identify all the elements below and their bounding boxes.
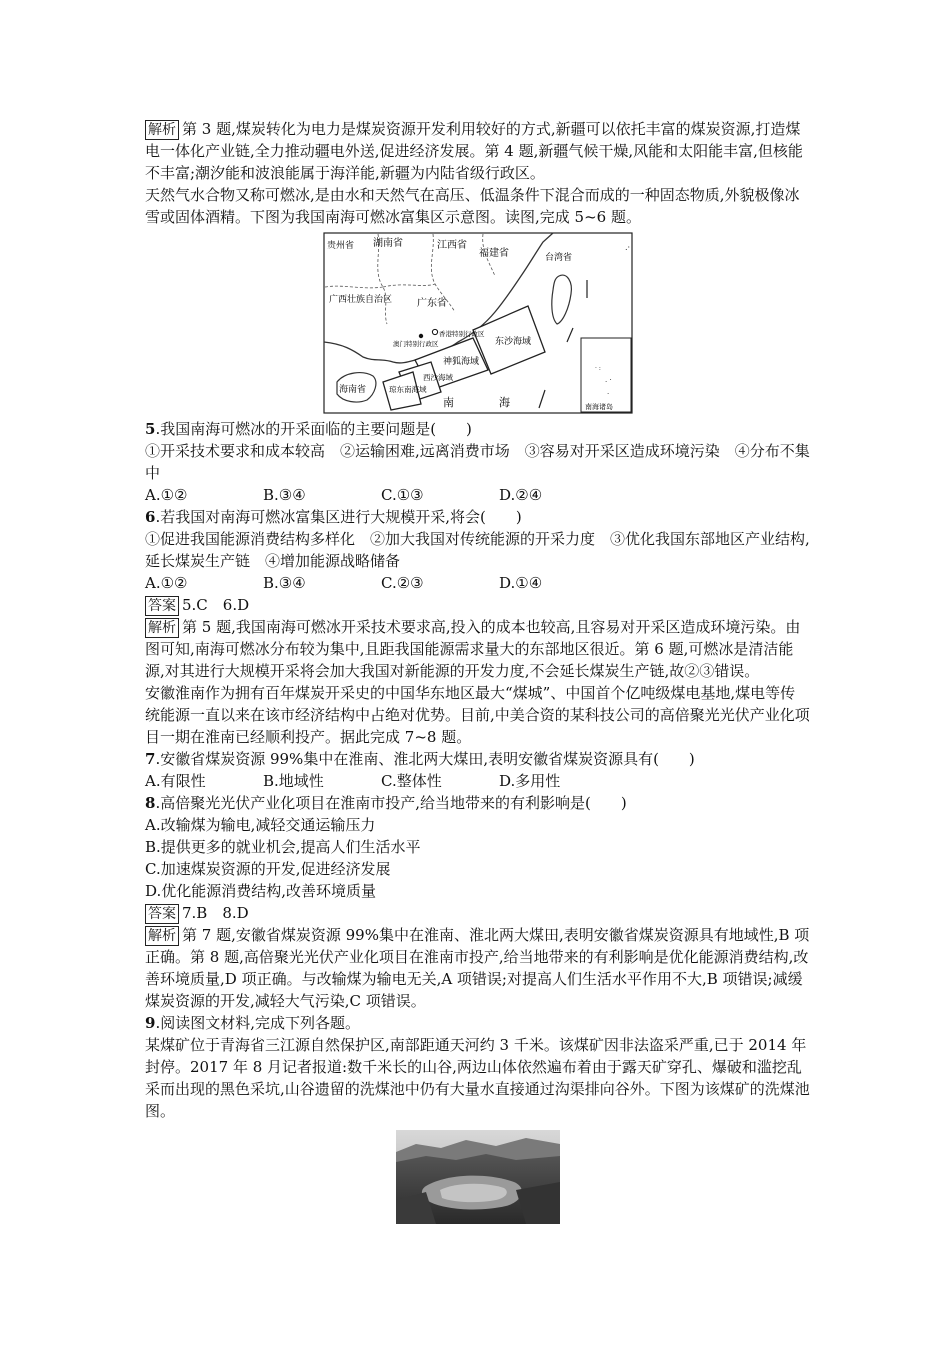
answer-tag: 答案: [145, 596, 179, 616]
map-label-macau: 澳门特别行政区: [392, 340, 438, 348]
option: C.②③: [381, 574, 424, 592]
answer-tag: 答案: [145, 904, 179, 924]
option: B.③④: [263, 486, 306, 504]
intro-7-8: 安徽淮南作为拥有百年煤炭开采史的中国华东地区最大“煤城”、中国首个亿吨级煤电基地,煤电等传统能源一直以来在该市经济结构中占绝对优势。目前,中美合资的某科技公司的高倍聚光光伏产业化项目一期在淮南已经顺利投产。据此完成 7~8 题。: [145, 684, 810, 746]
map-label-nan: 南: [442, 396, 454, 409]
question-8: 8.高倍聚光光伏产业化项目在淮南市投产,给当地带来的有利影响是( ): [145, 794, 627, 812]
svg-text:. ·: . ·: [604, 376, 612, 384]
option: A.①②: [145, 574, 188, 592]
map-figure: [323, 232, 633, 414]
question-6-options: [145, 572, 810, 594]
map-label-guangdong: 广东省: [416, 298, 447, 309]
option: B.提供更多的就业机会,提高人们生活水平: [145, 838, 421, 856]
map-label-dongsha: 东沙海域: [494, 337, 531, 347]
option: B.地域性: [263, 772, 324, 790]
svg-text:· :: · :: [594, 365, 601, 372]
answer-5-6: 答案 5.C 6.D: [145, 594, 810, 616]
option: A.改输煤为输电,减轻交通运输压力: [145, 816, 376, 834]
svg-text:.·: .·: [624, 243, 630, 252]
option: D.多用性: [499, 772, 561, 790]
question-5-options: [145, 484, 810, 506]
intro-9: 某煤矿位于青海省三江源自然保护区,南部距通天河约 3 千米。该煤矿因非法盗采严重,已于 2014 年封停。2017 年 8 月记者报道:数千米长的山谷,两边山体依然遍布着由于露天矿穿孔、爆破和滥挖乱采而出现的黑色采坑,山谷遗留的洗煤池中仍有大量水直接通过沟渠排向谷外。下图为该煤矿的洗煤池图。: [145, 1036, 810, 1120]
question-5: 5.我国南海可燃冰的开采面临的主要问题是( ): [145, 420, 472, 438]
document-body: [145, 118, 810, 1224]
option: A.①②: [145, 486, 188, 504]
answer-7-8: 答案 7.B 8.D: [145, 902, 810, 924]
map-label-fujian: 福建省: [478, 248, 509, 259]
option: B.③④: [263, 574, 306, 592]
map-label-nanhai-islands: 南海诸岛: [584, 403, 613, 411]
option: D.②④: [499, 486, 543, 504]
map-label-jiangxi: 江西省: [436, 240, 467, 251]
coal-washing-pool-photo: [396, 1130, 560, 1224]
svg-text:.: .: [606, 388, 609, 396]
map-label-guizhou: 贵州省: [326, 241, 354, 251]
question-6-items: ①促进我国能源消费结构多样化 ②加大我国对传统能源的开采力度 ③优化我国东部地区产业结构,延长煤炭生产链 ④增加能源战略储备: [145, 530, 810, 570]
photo-figure: [396, 1130, 560, 1224]
analysis-tag: 解析: [145, 120, 179, 140]
intro-5-6: 天然气水合物又称可燃冰,是由水和天然气在高压、低温条件下混合而成的一种固态物质,外貌极像冰雪或固体酒精。下图为我国南海可燃冰富集区示意图。读图,完成 5~6 题。: [145, 186, 800, 226]
south-china-sea-map: [323, 232, 633, 414]
analysis-tag: 解析: [145, 926, 179, 946]
option: A.有限性: [145, 772, 206, 790]
option: C.整体性: [381, 772, 442, 790]
map-label-hongkong: 香港特别行政区: [438, 330, 484, 338]
analysis-text: 第 3 题,煤炭转化为电力是煤炭资源开发利用较好的方式,新疆可以依托丰富的煤炭资源,打造煤电一体化产业链,全力推动疆电外送,促进经济发展。第 4 题,新疆气候干燥,风能和太阳能丰富,但核能不丰富;潮汐能和波浪能属于海洋能,新疆为内陆省级行政区。: [145, 120, 803, 182]
option: D.①④: [499, 574, 543, 592]
question-7-options: [145, 770, 810, 792]
analysis-tag: 解析: [145, 618, 179, 638]
map-label-qiongdongnan: 琼东南海域: [388, 385, 426, 394]
question-5-items: ①开采技术要求和成本较高 ②运输困难,远离消费市场 ③容易对开采区造成环境污染 ④分布不集中: [145, 442, 810, 482]
map-label-taiwan: 台湾省: [544, 253, 572, 263]
map-label-xisha: 西沙海域: [422, 373, 453, 382]
map-label-shenhu: 神狐海域: [442, 357, 479, 367]
option: C.加速煤炭资源的开发,促进经济发展: [145, 860, 391, 878]
analysis-paragraph-7-8: 解析 第 7 题,安徽省煤炭资源 99%集中在淮南、淮北两大煤田,表明安徽省煤炭资源具有地域性,B 项正确。第 8 题,高倍聚光光伏产业化项目在淮南市投产,给当地带来的有利影响是优化能源消费结构,改善环境质量,D 项正确。与改输煤为输电无关,A 项错误;对提高人们生活水平作用不大,B 项错误;减缓煤炭资源的开发,减轻大气污染,C 项错误。: [145, 926, 810, 1010]
analysis-paragraph-5-6: 解析 第 5 题,我国南海可燃冰开采技术要求高,投入的成本也较高,且容易对开采区造成环境污染。由图可知,南海可燃冰分布较为集中,且距我国能源需求量大的东部地区很近。第 6 题,可燃冰是清洁能源,对其进行大规模开采将会加大我国对新能源的开发力度,不会延长煤炭生产链,故②③错误。: [145, 618, 801, 680]
question-7: 7.安徽省煤炭资源 99%集中在淮南、淮北两大煤田,表明安徽省煤炭资源具有( ): [145, 750, 695, 768]
map-label-guangxi: 广西壮族自治区: [328, 295, 392, 305]
map-label-hai: 海: [498, 396, 510, 409]
map-label-hainan: 海南省: [338, 385, 366, 395]
question-9: 9.阅读图文材料,完成下列各题。: [145, 1014, 360, 1032]
question-6: 6.若我国对南海可燃冰富集区进行大规模开采,将会( ): [145, 508, 522, 526]
option: D.优化能源消费结构,改善环境质量: [145, 882, 377, 900]
map-label-hunan: 湖南省: [372, 238, 403, 249]
option: C.①③: [381, 486, 424, 504]
analysis-paragraph-3-4: [145, 118, 810, 184]
